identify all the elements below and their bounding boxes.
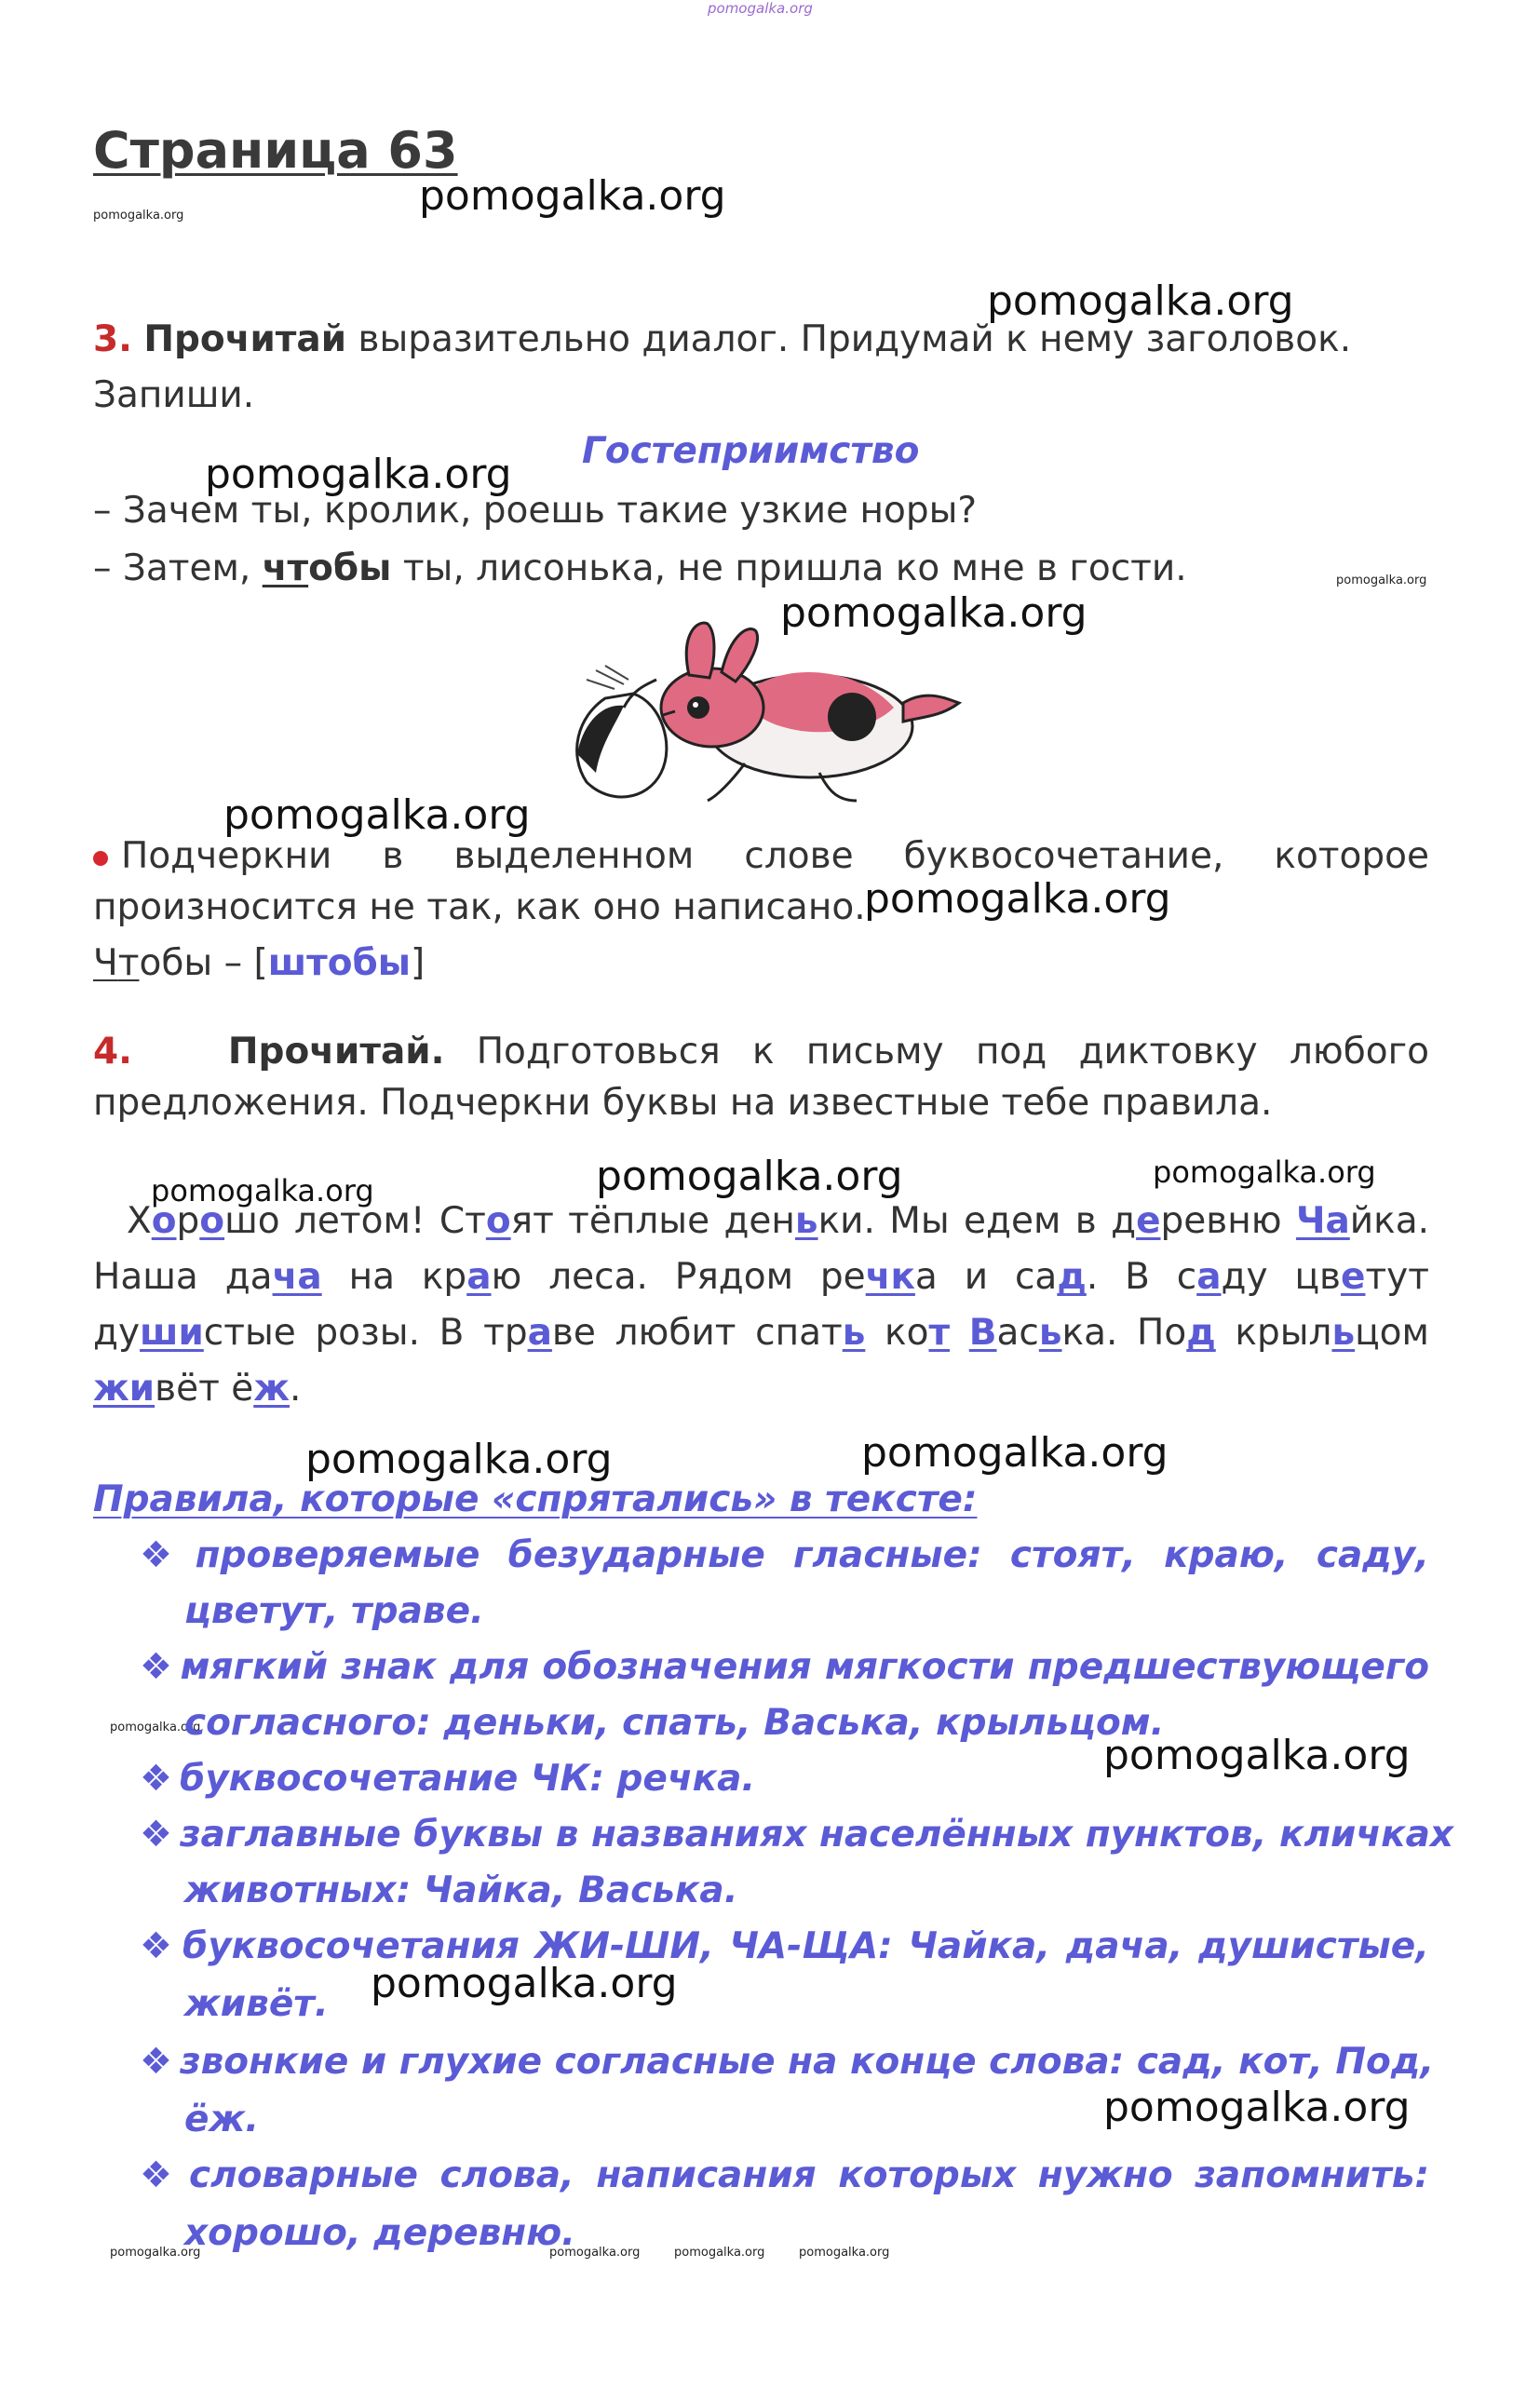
- rule-text: заглавные буквы в названиях населённых пунктов, кличках: [179, 1814, 1454, 1856]
- rule-item-cont: хорошо, деревню.: [184, 2212, 575, 2254]
- watermark-top: pomogalka.org: [708, 0, 813, 17]
- answer-letter: Ч: [93, 942, 118, 984]
- rules-heading: Правила, которые «спрятались» в тексте:: [93, 1478, 978, 1520]
- rule-item: [140, 2154, 1429, 2196]
- answer-underlined: [93, 942, 139, 984]
- watermark: pomogalka.org: [371, 1960, 678, 2007]
- diamond-bullet-icon: ❖: [140, 1534, 188, 1576]
- dialog-line-2: [93, 547, 1187, 589]
- rule-text: словарные слова, написания которых нужно запомнить:: [188, 2154, 1429, 2196]
- watermark: pomogalka.org: [987, 277, 1294, 325]
- rule-item-cont: ёж.: [184, 2099, 260, 2140]
- answer-letter: т: [117, 942, 140, 984]
- watermark-small: pomogalka.org: [799, 2246, 890, 2260]
- task4-verb: Прочитай.: [227, 1031, 445, 1073]
- watermark-small: pomogalka.org: [549, 2246, 641, 2260]
- dialog-text: ты, лисонька, не пришла ко мне в гости.: [391, 547, 1187, 589]
- task3-verb: Прочитай: [143, 318, 347, 360]
- dictation-text: Хорошо летом! Стоят тёплые деньки. Мы едем в деревню Чайка. Наша дача на краю леса. Рядом речка и сад. В саду цветут душистые розы. В траве любит спать кот Васька. Под крыльцом живёт ёж.: [93, 1200, 1429, 1410]
- rule-text: звонкие и глухие согласные на конце слова: сад, кот, Под,: [179, 2041, 1435, 2083]
- rule-text: буквосочетания ЖИ-ШИ, ЧА-ЩА: Чайка, дача, душистые,: [182, 1925, 1429, 1967]
- dialog-text: – Затем,: [93, 547, 263, 589]
- dialog-line-1: – Зачем ты, кролик, роешь такие узкие норы?: [93, 490, 978, 532]
- watermark: pomogalka.org: [780, 589, 1087, 637]
- answer-title: Гостеприимство: [582, 430, 920, 472]
- answer-transcription: штобы: [267, 942, 412, 984]
- diamond-bullet-icon: ❖: [140, 1758, 172, 1800]
- diamond-bullet-icon: ❖: [140, 2041, 172, 2083]
- page-title: Страница 63: [93, 121, 458, 180]
- subtask-text: Подчеркни в выделенном слове буквосочетание, которое: [121, 835, 1429, 877]
- rule-text: буквосочетание ЧК: речка.: [179, 1758, 756, 1800]
- rule-item: [140, 1646, 1429, 1688]
- rule-item-cont: живёт.: [184, 1983, 329, 2025]
- watermark: pomogalka.org: [864, 875, 1171, 923]
- rule-item: [140, 1758, 755, 1800]
- task4-instruction: [93, 1024, 1429, 1080]
- watermark: pomogalka.org: [861, 1429, 1169, 1477]
- watermark-small: pomogalka.org: [110, 2246, 201, 2260]
- rule-item-cont: согласного: деньки, спать, Васька, крыльцом.: [184, 1702, 1165, 1744]
- answer-text: обы – [: [139, 942, 268, 984]
- rule-item: [140, 1925, 1429, 1967]
- watermark: pomogalka.org: [1153, 1154, 1376, 1190]
- task3-text: выразительно диалог. Придумай к нему заголовок.: [346, 318, 1352, 360]
- rule-text: мягкий знак для обозначения мягкости предшествующего: [180, 1646, 1429, 1688]
- diamond-bullet-icon: ❖: [140, 1814, 172, 1856]
- subtask-line-1: [93, 829, 1429, 884]
- watermark: pomogalka.org: [1103, 2084, 1411, 2131]
- rule-text: проверяемые безударные гласные: стоят, краю, саду,: [195, 1534, 1429, 1576]
- rule-item: [140, 1814, 1454, 1856]
- subtask-answer: [93, 942, 425, 984]
- rule-item-cont: животных: Чайка, Васька.: [184, 1869, 738, 1911]
- subtask-line-2: произносится не так, как оно написано.: [93, 886, 866, 928]
- task4-instruction-line2: предложения. Подчеркни буквы на известные тебе правила.: [93, 1082, 1273, 1124]
- rule-item: [140, 2041, 1435, 2083]
- watermark: pomogalka.org: [596, 1153, 903, 1200]
- task3-instruction: [93, 318, 1351, 360]
- answer-text: ]: [411, 942, 426, 984]
- watermark: pomogalka.org: [1103, 1732, 1411, 1779]
- watermark-small: pomogalka.org: [674, 2246, 765, 2260]
- highlighted-word: чтобы: [262, 547, 392, 589]
- task3-number: 3.: [93, 318, 132, 360]
- watermark: pomogalka.org: [223, 791, 531, 839]
- watermark: pomogalka.org: [205, 451, 512, 498]
- highlighted-word-part: чт: [262, 547, 309, 589]
- watermark: pomogalka.org: [151, 1173, 374, 1208]
- rule-item-cont: цветут, траве.: [184, 1590, 484, 1632]
- bullet-dot-icon: [93, 851, 108, 866]
- diamond-bullet-icon: ❖: [140, 1646, 173, 1688]
- watermark: pomogalka.org: [305, 1436, 613, 1483]
- watermark: pomogalka.org: [419, 172, 726, 220]
- diamond-bullet-icon: ❖: [140, 2154, 182, 2196]
- watermark-small: pomogalka.org: [1336, 574, 1427, 587]
- watermark-small: pomogalka.org: [93, 209, 184, 223]
- diamond-bullet-icon: ❖: [140, 1925, 175, 1967]
- task4-text: Подготовься к письму под диктовку любого: [444, 1031, 1429, 1073]
- rabbit-illustration-icon: [559, 614, 968, 810]
- watermark-small: pomogalka.org: [110, 1721, 201, 1734]
- task3-instruction-line2: Запиши.: [93, 374, 255, 416]
- task4-number: 4.: [93, 1031, 132, 1073]
- rule-item: [140, 1534, 1429, 1576]
